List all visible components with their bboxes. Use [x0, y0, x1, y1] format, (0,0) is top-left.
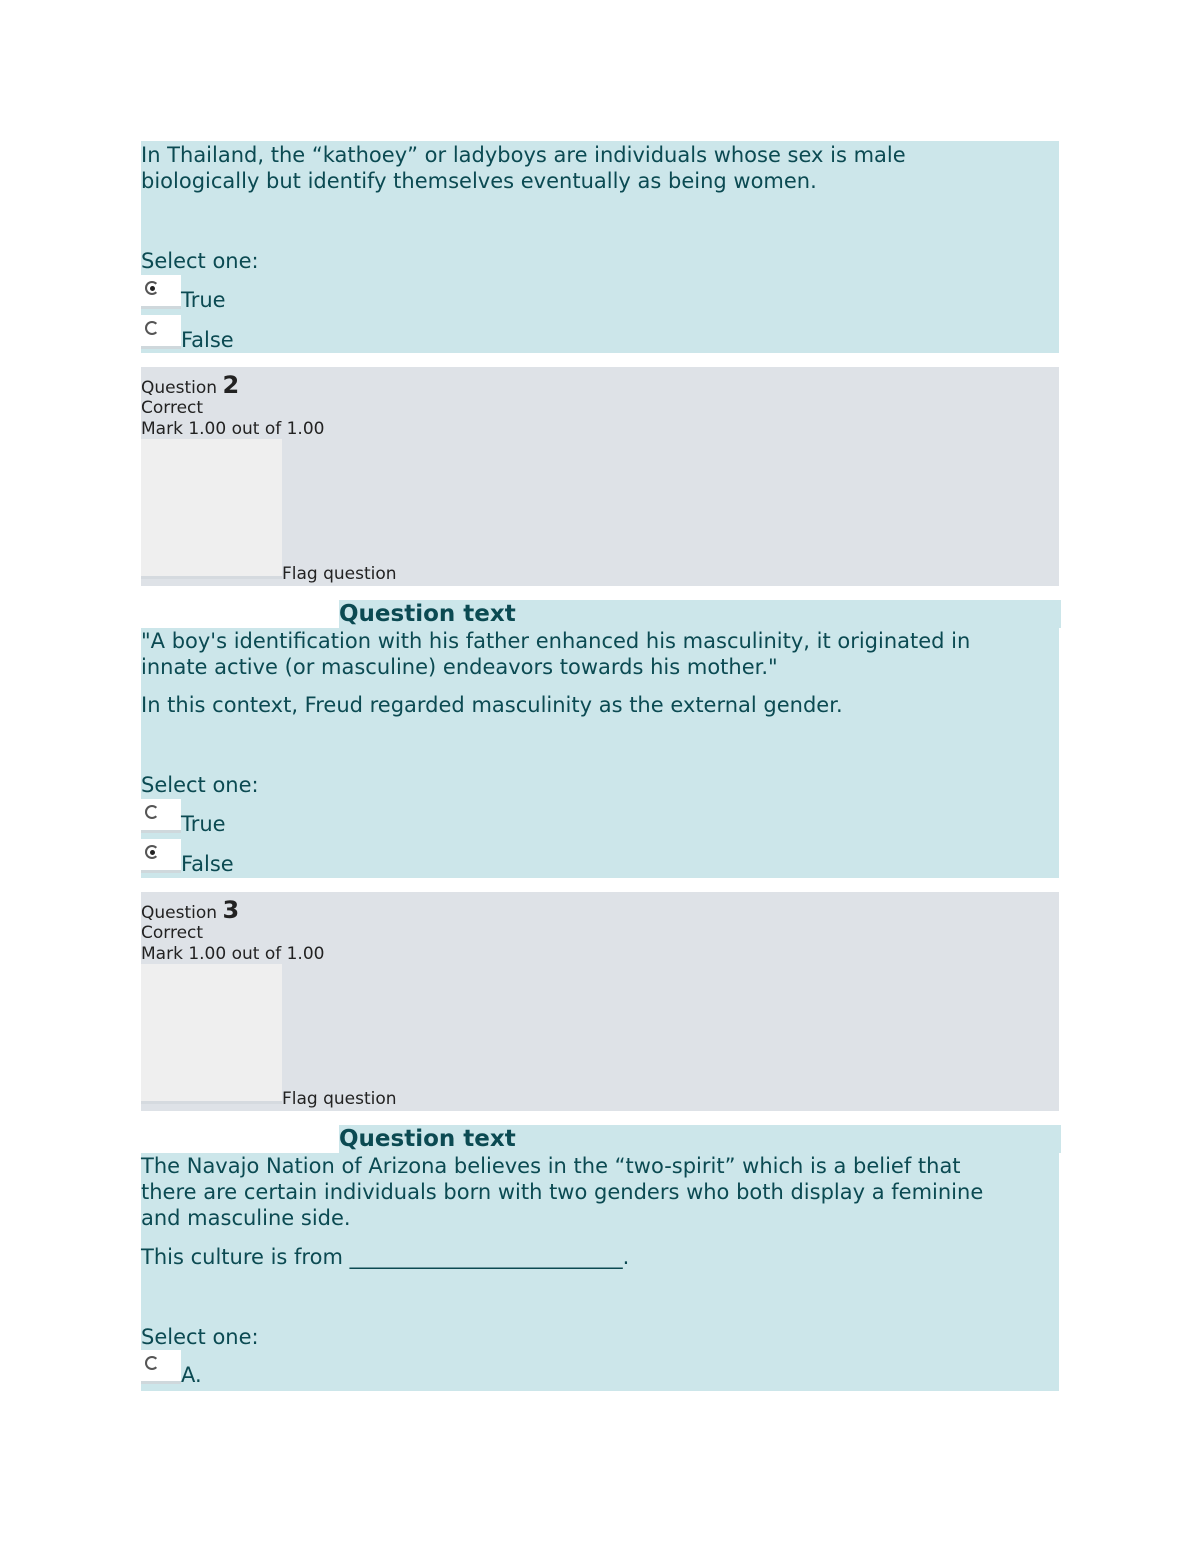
question-2-text-block	[141, 628, 1059, 878]
question-2-info-block	[141, 367, 1059, 586]
flag-icon[interactable]	[141, 439, 282, 579]
question-3-state: Correct	[141, 923, 204, 943]
question-2-option-true[interactable]	[141, 799, 441, 836]
question-1-text-line-1: In Thailand, the “kathoey” or ladyboys are individuals whose sex is male	[141, 143, 906, 167]
radio-checked-icon[interactable]	[145, 845, 159, 859]
radio-box[interactable]	[141, 839, 181, 873]
option-label[interactable]: False	[181, 852, 234, 876]
question-3-text-heading: Question text	[339, 1125, 1061, 1153]
question-1-option-true[interactable]	[141, 275, 441, 312]
question-1-select-label: Select one:	[141, 249, 259, 273]
flag-question-link[interactable]: Flag question	[282, 1089, 397, 1109]
question-3-text-line-4: This culture is from __________________________.	[141, 1245, 630, 1269]
radio-unchecked-icon[interactable]	[145, 805, 159, 819]
question-3-text-line-1: The Navajo Nation of Arizona believes in the “two-spirit” which is a belief that	[141, 1154, 961, 1178]
question-number: 2	[222, 371, 240, 399]
question-2-option-false[interactable]	[141, 839, 441, 876]
question-2-state: Correct	[141, 398, 204, 418]
radio-box[interactable]	[141, 275, 181, 309]
radio-unchecked-icon[interactable]	[145, 321, 159, 335]
question-label-text: Question	[141, 378, 218, 398]
question-3-text-line-3: and masculine side.	[141, 1206, 351, 1230]
radio-box[interactable]	[141, 799, 181, 833]
question-label-text: Question	[141, 903, 218, 923]
question-2-mark: Mark 1.00 out of 1.00	[141, 419, 325, 439]
question-1-option-false[interactable]	[141, 315, 441, 352]
question-number: 3	[222, 896, 240, 924]
option-label[interactable]: True	[181, 812, 226, 836]
question-3-label	[141, 896, 240, 924]
question-1-text-line-2: biologically but identify themselves eventually as being women.	[141, 169, 817, 193]
question-2-label	[141, 371, 240, 399]
flag-question-link[interactable]: Flag question	[282, 564, 397, 584]
question-2-select-label: Select one:	[141, 773, 259, 797]
flag-icon[interactable]	[141, 964, 282, 1104]
question-3-text-line-2: there are certain individuals born with two genders who both display a feminine	[141, 1180, 984, 1204]
question-2-text-line-3: In this context, Freud regarded masculinity as the external gender.	[141, 693, 843, 717]
radio-checked-icon[interactable]	[145, 281, 159, 295]
option-label[interactable]: False	[181, 328, 234, 352]
question-3-mark: Mark 1.00 out of 1.00	[141, 944, 325, 964]
radio-unchecked-icon[interactable]	[145, 1356, 159, 1370]
option-label[interactable]: A.	[181, 1363, 202, 1387]
question-3-option-a[interactable]	[141, 1350, 441, 1387]
question-3-info-block	[141, 892, 1059, 1111]
option-label[interactable]: True	[181, 288, 226, 312]
question-2-text-heading: Question text	[339, 600, 1061, 628]
radio-box[interactable]	[141, 1350, 181, 1384]
question-3-text-block	[141, 1153, 1059, 1391]
radio-box[interactable]	[141, 315, 181, 349]
question-3-select-label: Select one:	[141, 1325, 259, 1349]
question-2-text-line-2: innate active (or masculine) endeavors towards his mother."	[141, 655, 778, 679]
question-1-text-block	[141, 141, 1059, 353]
question-2-text-line-1: "A boy's identification with his father enhanced his masculinity, it originated in	[141, 629, 971, 653]
